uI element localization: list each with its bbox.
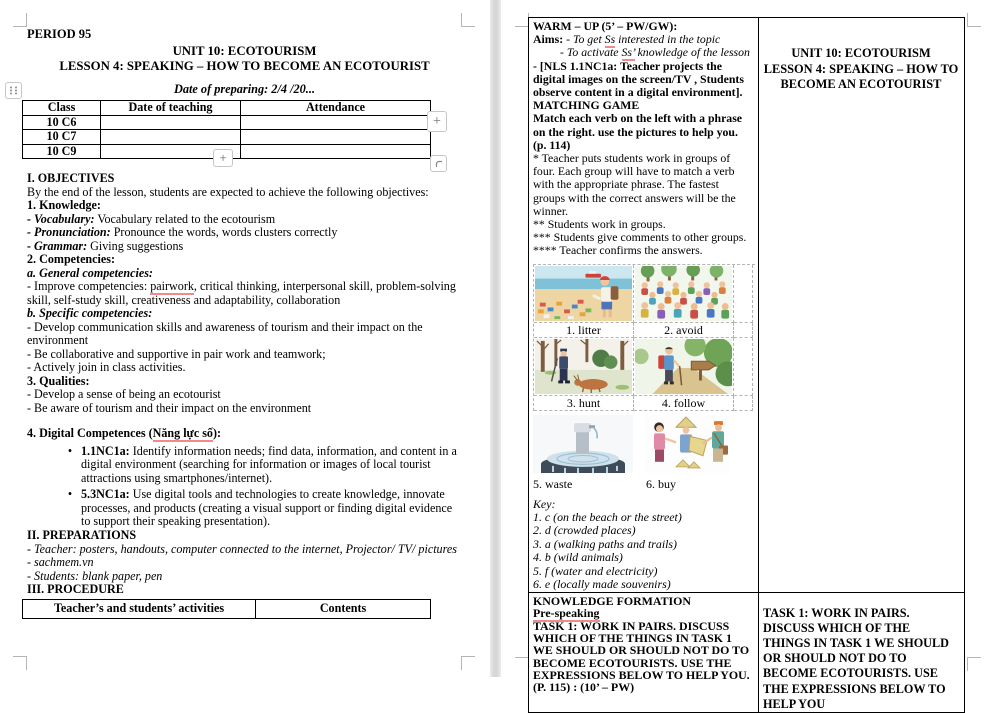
figure-follow-illustration: [634, 338, 734, 396]
insert-row-plus-button[interactable]: +: [213, 149, 233, 167]
preparation-item: - Teacher: posters, handouts, computer connected to the internet, Projector/ TV/ pictures: [27, 541, 457, 556]
warmup-heading: WARM – UP (5’ – PW/GW):: [533, 19, 678, 33]
key-label: Key:: [533, 496, 556, 511]
bullet-icon: •: [67, 486, 73, 501]
warmup-step: ** Students work in groups.: [533, 217, 666, 232]
unit-title: UNIT 10: ECOTOURISM: [172, 43, 317, 58]
text-boundary-mark: [461, 13, 475, 27]
digital-bullet-item: • 1.1NC1a: Identify information needs; find data, information, and content in a digital environment (searching for information or images of local tourist attractions using smartphones/internet).: [59, 445, 462, 486]
qualities-item: - Be aware of tourism and their impact on the environment: [27, 400, 312, 415]
figure-caption: 6. buy: [646, 476, 676, 491]
knowledge-pronunciation: - Pronunciation: Pronounce the words, words clusters correctly: [27, 225, 338, 239]
unit-title-line: UNIT 10: ECOTOURISM: [791, 46, 931, 60]
period-heading: PERIOD 95: [27, 27, 92, 41]
grid-spacer-cell: [734, 265, 753, 323]
procedure-heading: III. PROCEDURE: [27, 582, 124, 597]
grid-spacer-cell: [734, 396, 753, 411]
attendance-cell: [241, 144, 431, 159]
knowledge-formation-heading: KNOWLEDGE FORMATION: [533, 593, 691, 608]
document-page-right: [501, 0, 988, 711]
warmup-step: * Teacher puts students work in groups of four. Each group will have to match a verb with the appropriate phrase. The fastest groups with the correct answers will be the winner.: [533, 151, 736, 218]
col-header-contents: Contents: [256, 599, 431, 618]
spellcheck-marked-word: Năng lực số: [152, 426, 213, 440]
procedure-content-table: [528, 17, 965, 713]
text-boundary-mark: [515, 13, 529, 27]
table-row: [23, 130, 431, 145]
warmup-step: *** Students give comments to other groups.: [533, 230, 747, 245]
knowledge-heading: 1. Knowledge:: [27, 198, 101, 212]
specific-item: - Actively join in class activities.: [27, 360, 186, 374]
class-cell: 10 C6: [23, 115, 101, 130]
text-boundary-mark: [515, 657, 529, 671]
text-boundary-mark: [13, 13, 27, 27]
spellcheck-marked-word: Ss’: [621, 45, 635, 60]
key-item: 4. b (wild animals): [533, 550, 623, 565]
task1-instruction-left: TASK 1: WORK IN PAIRS. DISCUSS WHICH OF THE THINGS IN TASK 1 WE SHOULD OR SHOULD NOT DO TO BECOME ECOTOURISTS. USE THE EXPRESSIONS BELOW TO HELP YOU. (P. 115) : (10’ – PW): [533, 618, 750, 694]
qualities-heading: 3. Qualities:: [27, 373, 90, 388]
date-cell: [101, 130, 241, 145]
key-item: 3. a (walking paths and trails): [533, 536, 678, 551]
preparations-heading: II. PREPARATIONS: [27, 528, 137, 543]
unit-title-line: LESSON 4: SPEAKING – HOW TO: [763, 61, 959, 76]
qualities-item: - Develop a sense of being an ecotourist: [27, 387, 221, 401]
competencies-heading: 2. Competencies:: [27, 252, 115, 266]
preparation-item: - Students: blank paper, pen: [27, 568, 163, 583]
figure-caption: 5. waste: [533, 476, 573, 491]
improve-competencies-line: - Improve competencies: pairwork, critical thinking, interpersonal skill, problem-solving skill, self-study skill, creativeness and adaptability, collaboration: [27, 279, 456, 307]
col-header-date: Date of teaching: [101, 101, 241, 116]
figure-avoid-illustration: [634, 265, 734, 323]
text-boundary-mark: [13, 656, 27, 670]
loose-captions-row: [533, 477, 753, 492]
key-item: 2. d (crowded places): [533, 523, 636, 538]
specific-item: - Be collaborative and supportive in pair work and teamwork;: [27, 346, 326, 361]
specific-competencies-heading: b. Specific competencies:: [27, 306, 153, 320]
matching-game-heading: MATCHING GAME: [533, 98, 640, 113]
unit-title-line: BECOME AN ECOTOURIST: [780, 77, 942, 92]
digital-bullet-item: • 5.3NC1a: Use digital tools and technologies to create knowledge, innovate processes, and products (creating a visual support or finding digital evidence to support their speaking presentation).: [59, 488, 462, 529]
preparation-item: - sachmem.vn: [27, 555, 94, 570]
key-item: 6. e (locally made souvenirs): [533, 577, 671, 592]
table-header-row: [23, 599, 431, 618]
document-page-left: [0, 0, 490, 677]
unit-title-cell: [759, 18, 965, 593]
class-cell: 10 C7: [23, 130, 101, 145]
grid-spacer-cell: [734, 338, 753, 396]
procedure-table: [22, 599, 431, 619]
key-item: 1. c (on the beach or the street): [533, 510, 682, 525]
date-of-preparing: Date of preparing: 2/4 /20...: [173, 81, 316, 96]
task1-instruction-right: TASK 1: WORK IN PAIRS. DISCUSS WHICH OF THE THINGS IN TASK 1 WE SHOULD OR SHOULD NOT DO TO BECOME ECOTOURISTS. USE THE EXPRESSIONS BELOW TO HELP YOU: [763, 605, 949, 711]
general-competencies-heading: a. General competencies:: [27, 265, 153, 280]
class-cell: 10 C9: [23, 144, 101, 159]
text-boundary-mark: [967, 13, 981, 27]
figure-caption: 1. litter: [534, 323, 634, 338]
lesson-title: LESSON 4: SPEAKING – HOW TO BECOME AN ECOTOURIST: [59, 58, 430, 73]
table-resize-handle-icon[interactable]: [430, 155, 447, 172]
objectives-intro: By the end of the lesson, students are expected to achieve the following objectives:: [27, 184, 429, 199]
objectives-heading: I. OBJECTIVES: [27, 171, 115, 185]
digital-competences-heading: 4. Digital Competences (Năng lực số):: [27, 426, 222, 440]
figure-caption: 4. follow: [634, 396, 734, 411]
table-header-row: [23, 101, 431, 116]
table-move-handle-icon[interactable]: [5, 82, 22, 99]
answer-key-block: [533, 498, 753, 592]
table-row: [23, 115, 431, 130]
date-cell: [101, 115, 241, 130]
figure-caption: 3. hunt: [534, 396, 634, 411]
grid-spacer-cell: [734, 323, 753, 338]
matching-instruction: Match each verb on the left with a phrase on the right. use the pictures to help you. (p. 114): [533, 111, 743, 152]
key-item: 5. f (water and electricity): [533, 563, 658, 578]
spellcheck-marked-word: Ss: [604, 32, 616, 47]
text-boundary-mark: [461, 656, 475, 670]
knowledge-grammar: - Grammar: Giving suggestions: [27, 238, 184, 253]
pre-speaking-subheading: [533, 607, 753, 619]
matching-pictures-grid: [533, 264, 755, 411]
figure-caption: 2. avoid: [634, 323, 734, 338]
figure-waste-illustration: [533, 415, 633, 473]
specific-item: - Develop communication skills and awareness of tourism and their impact on the environment: [27, 319, 423, 347]
figure-buy-illustration: [645, 415, 729, 473]
col-header-class: Class: [23, 101, 101, 116]
col-header-attendance: Attendance: [241, 101, 431, 116]
knowledge-formation-cell: [529, 592, 759, 712]
warmup-aims-line2: - To activate Ss’ knowledge of the lesson: [560, 45, 750, 60]
attendance-cell: [241, 115, 431, 130]
figure-hunt-illustration: [534, 338, 634, 396]
knowledge-vocabulary: - Vocabulary: Vocabulary related to the ecotourism: [27, 211, 276, 226]
insert-column-plus-button[interactable]: +: [427, 111, 447, 132]
spellcheck-marked-word: pairwork: [150, 279, 194, 293]
page-gutter: [490, 0, 501, 677]
figure-litter-illustration: [534, 265, 634, 323]
warmup-nls-note: - [NLS 1.1NC1a: Teacher projects the digital images on the screen/TV , Students observe content in a digital environment].: [533, 58, 744, 100]
bullet-icon: •: [67, 443, 73, 458]
attendance-cell: [241, 130, 431, 145]
task1-contents-cell: [759, 592, 965, 712]
warmup-activities-cell: [529, 18, 759, 593]
warmup-step: **** Teacher confirms the answers.: [533, 243, 703, 258]
warmup-aims-line1: Aims: - To get Ss interested in the topic: [533, 32, 721, 47]
loose-pictures-row: [533, 415, 753, 473]
col-header-activities: Teacher’s and students’ activities: [23, 599, 256, 618]
text-boundary-mark: [967, 657, 981, 671]
spellcheck-marked-word: Pre-speaking: [533, 605, 600, 620]
